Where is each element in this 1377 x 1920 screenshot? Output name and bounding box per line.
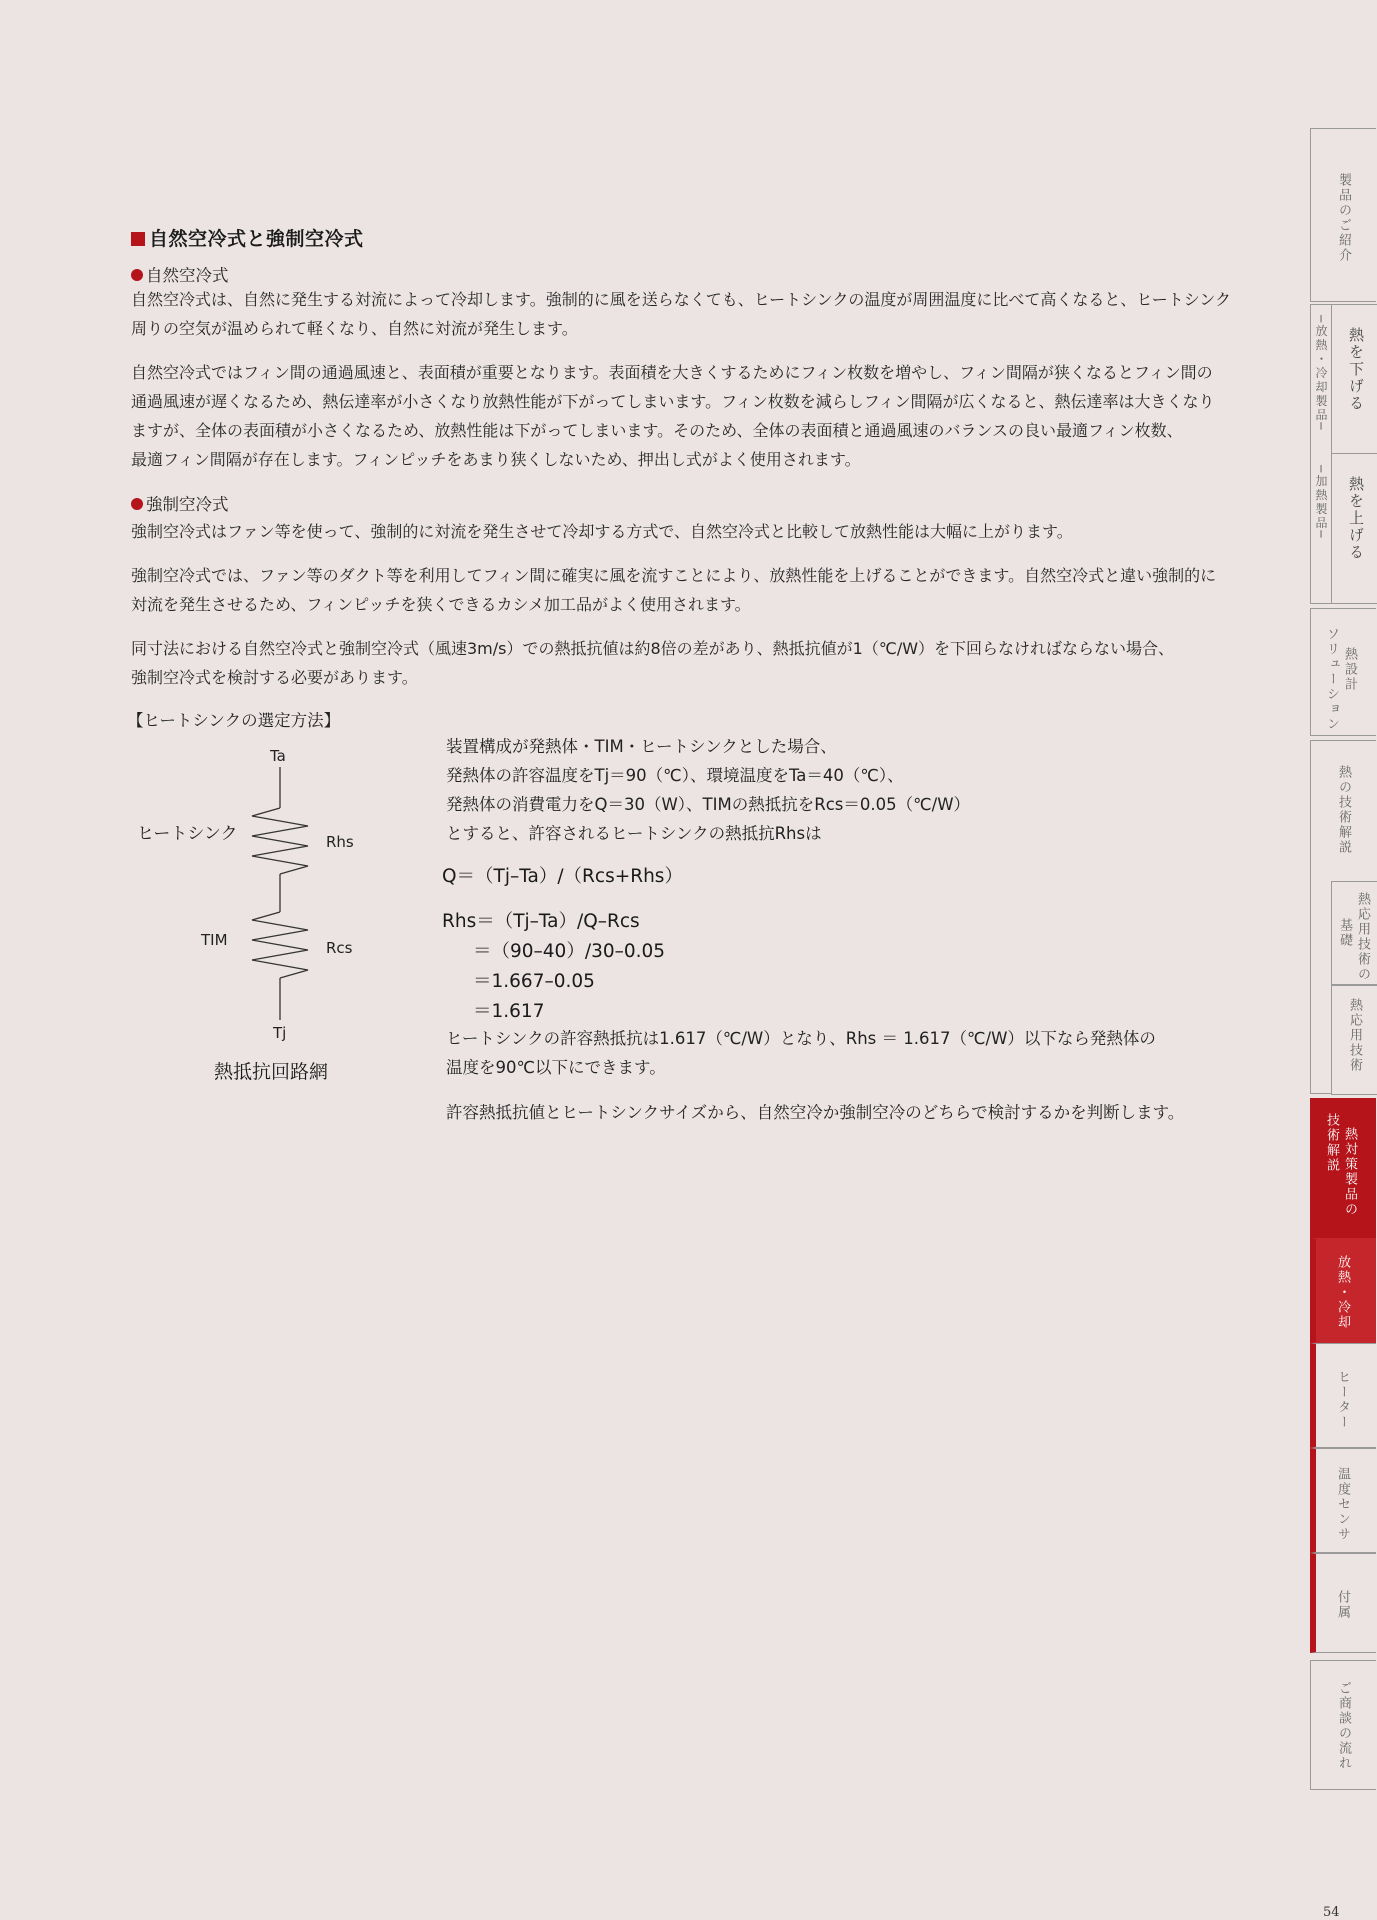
- forced-heading: 強制空冷式: [131, 491, 229, 515]
- tab-tech[interactable]: 熱の技術解説 熱応用技術の 基礎 熱応用技術: [1310, 740, 1376, 1094]
- page-number: 54: [1323, 1905, 1340, 1920]
- section-title: 自然空冷式と強制空冷式: [131, 224, 364, 251]
- red-dot-bullet-icon: [131, 498, 143, 510]
- equation-rhs: Rhs＝（Tj–Ta）/Q–Rcs: [442, 911, 640, 932]
- tab-business-flow[interactable]: ご商談の流れ: [1310, 1660, 1376, 1790]
- tab-cool[interactable]: 熱を下げる: [1331, 304, 1377, 454]
- tab-applied-basics[interactable]: 熱応用技術の 基礎: [1331, 881, 1377, 985]
- resistor-network-diagram: [130, 745, 430, 1045]
- natural-paragraph-2: 自然空冷式ではフィン間の通過風速と、表面積が重要となります。表面積を大きくするためにフィン枚数を増やし、フィン間隔が狭くなるとフィン間の 通過風速が遅くなるため、熱伝達率が小さくなり放熱性能が下がってしまいます。フィン枚数を減らしフィン間隔が広くなると、熱伝達率は大きくなり ますが、全体の表面積が小さくなるため、放熱性能は下がってしまいます。そのため、全体の表面積と通過風速のバランスの良い最適フィン枚数、 最適フィン間隔が存在します。フィンピッチをあまり狭くしないため、押出し式がよく使用されます。: [131, 363, 1215, 469]
- equation-step-3: ＝1.617: [473, 1001, 545, 1022]
- tab-heater[interactable]: ヒーター: [1310, 1343, 1376, 1448]
- equation-step-2: ＝1.667–0.05: [473, 971, 595, 992]
- circuit-caption: 熱抵抗回路網: [214, 1061, 329, 1083]
- forced-paragraph-2: 強制空冷式では、ファン等のダクト等を利用してフィン間に確実に風を流すことにより、放熱性能を上げることができます。自然空冷式と違い強制的に 対流を発生させるため、フィンピッチを狭くできるカシメ加工品がよく使用されます。: [131, 566, 1217, 614]
- conclusion-line: 許容熱抵抗値とヒートシンクサイズから、自然空冷か強制空冷のどちらで検討するかを判断します。: [446, 1103, 1185, 1122]
- tab-accessory[interactable]: 付属: [1310, 1553, 1376, 1653]
- label-tim: TIM: [201, 931, 228, 949]
- tab-thermal-products-tech[interactable]: 熱対策製品の 技術解説: [1310, 1098, 1376, 1238]
- result-line: 温度を90℃以下にできます。: [446, 1058, 666, 1077]
- red-square-bullet-icon: [131, 232, 145, 246]
- thermal-resistance-circuit: [130, 745, 430, 1090]
- tab-heat[interactable]: 熱を上げる: [1331, 453, 1377, 604]
- forced-paragraph-1: 強制空冷式はファン等を使って、強制的に対流を発生させて冷却する方式で、自然空冷式と比較して放熱性能は大幅に上がります。: [131, 522, 1073, 541]
- intro-line: 発熱体の許容温度をTj＝90（℃）、環境温度をTa＝40（℃）、: [446, 766, 904, 785]
- result-line: ヒートシンクの許容熱抵抗は1.617（℃/W）となり、Rhs ＝ 1.617（℃/W）以下なら発熱体の: [446, 1029, 1156, 1048]
- intro-line: 装置構成が発熱体・TIM・ヒートシンクとした場合、: [446, 737, 837, 756]
- natural-paragraph-1: 自然空冷式は、自然に発生する対流によって冷却します。強制的に風を送らなくても、ヒートシンクの温度が周囲温度に比べて高くなると、ヒートシンク 周りの空気が温められて軽くなり、自然に対流が発生します。: [131, 290, 1232, 338]
- label-ta: Ta: [270, 747, 286, 765]
- red-dot-bullet-icon: [131, 269, 143, 281]
- intro-line: 発熱体の消費電力をQ＝30（W）、TIMの熱抵抗をRcs＝0.05（℃/W）: [446, 795, 971, 814]
- label-rhs: Rhs: [326, 833, 354, 851]
- intro-line: とすると、許容されるヒートシンクの熱抵抗Rhsは: [446, 824, 822, 843]
- tab-applied-tech[interactable]: 熱応用技術: [1331, 985, 1377, 1095]
- label-rcs: Rcs: [326, 939, 353, 957]
- label-tj: Tj: [273, 1024, 287, 1042]
- tab-solution[interactable]: 熱設計 ソリューション: [1310, 608, 1376, 736]
- tab-products[interactable]: 製品のご紹介: [1310, 128, 1376, 302]
- equation-q: Q＝（Tj–Ta）/（Rcs+Rhs）: [442, 866, 683, 887]
- selection-heading: 【ヒートシンクの選定方法】: [127, 711, 341, 730]
- resistor-rhs: [252, 808, 308, 874]
- side-tab-index: [1310, 128, 1377, 1793]
- tab-cooling[interactable]: 放熱・冷却: [1310, 1238, 1376, 1343]
- forced-paragraph-3: 同寸法における自然空冷式と強制空冷式（風速3m/s）での熱抵抗値は約8倍の差があり、熱抵抗値が1（℃/W）を下回らなければならない場合、 強制空冷式を検討する必要があります。: [131, 639, 1175, 687]
- resistor-rcs: [252, 912, 308, 978]
- label-heatsink: ヒートシンク: [137, 824, 238, 844]
- equation-step-1: ＝（90–40）/30–0.05: [473, 941, 666, 962]
- tab-sensor[interactable]: 温度センサ: [1310, 1448, 1376, 1553]
- tab-group-cool-heat: 熱を下げる ─放熱・冷却製品─ 熱を上げる ─加熱製品─: [1310, 304, 1376, 604]
- natural-heading: 自然空冷式: [131, 262, 229, 286]
